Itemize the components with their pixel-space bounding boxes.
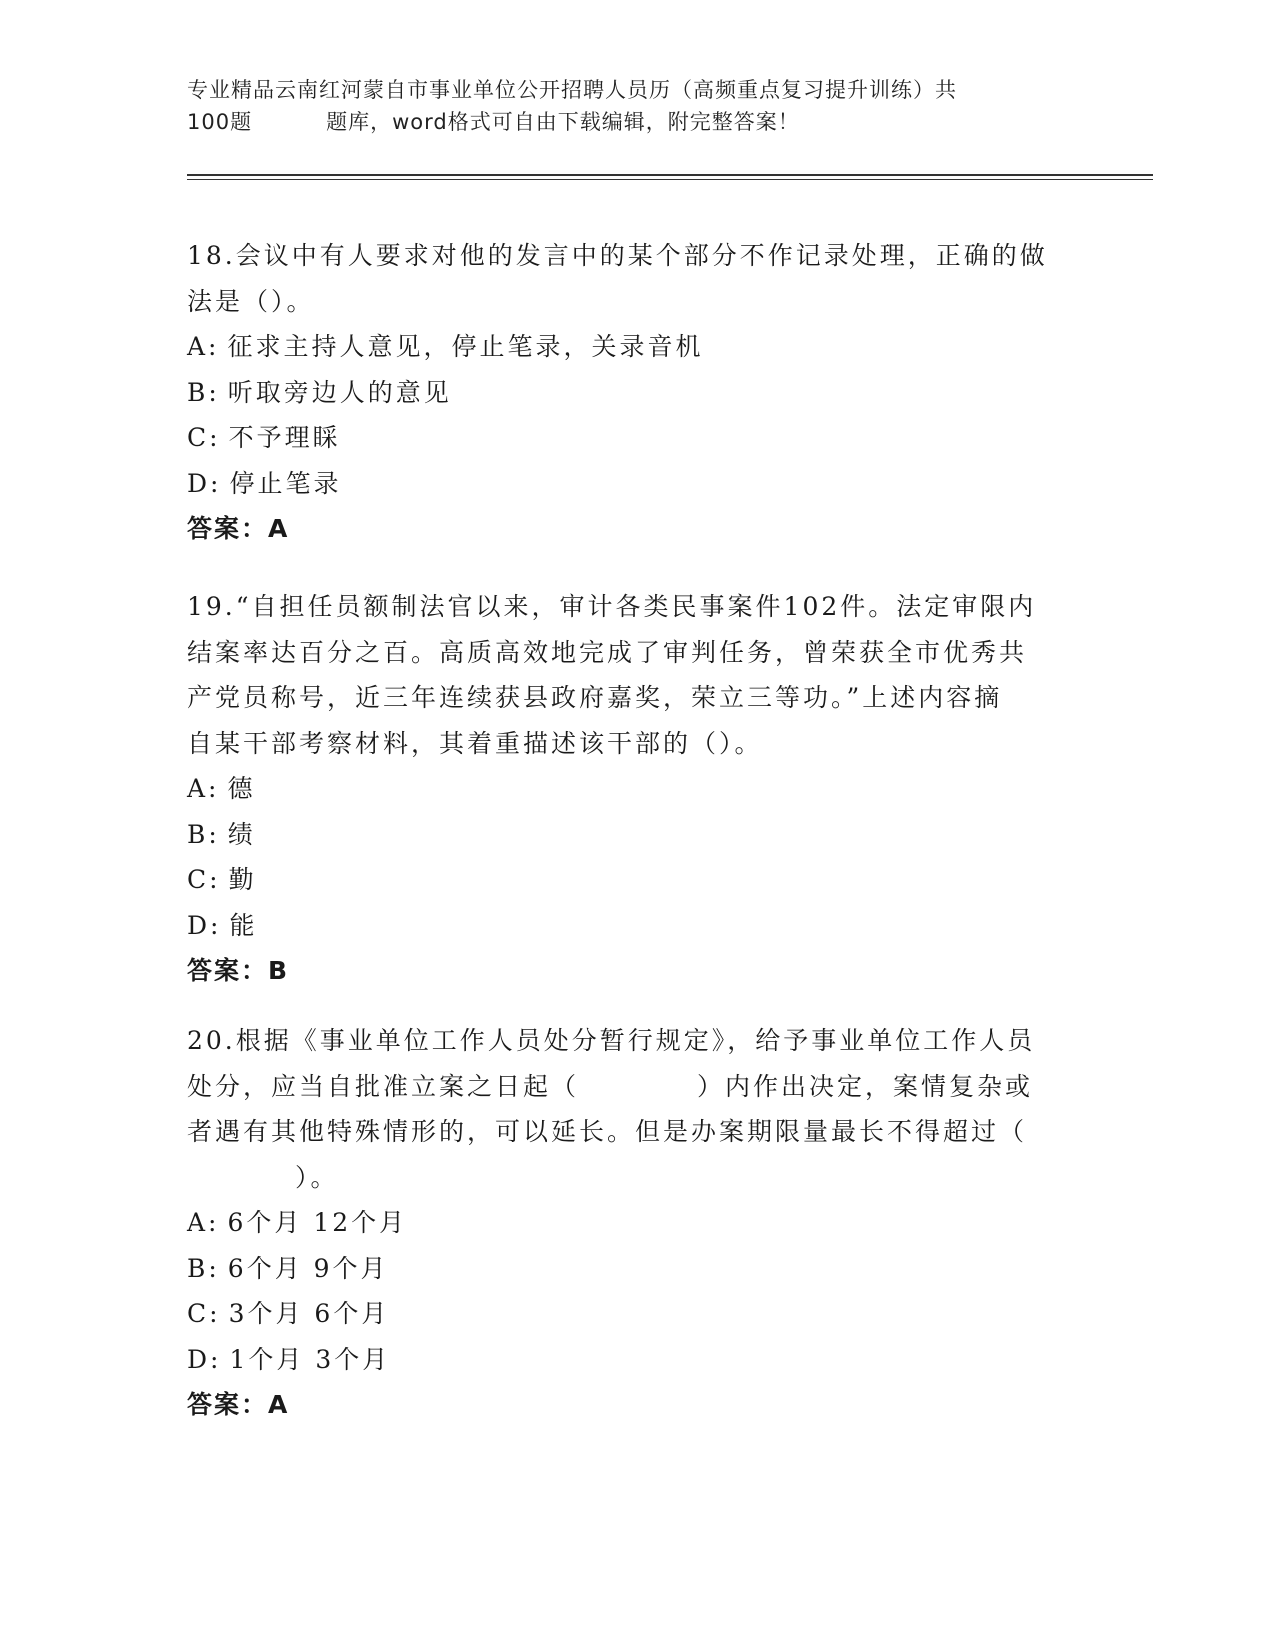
option-b <box>187 1246 1067 1292</box>
option-b <box>187 370 1067 416</box>
question-stem-line: 18.会议中有人要求对他的发言中的某个部分不作记录处理，正确的做 <box>187 241 1048 270</box>
option-text: 6个月 12个月 <box>227 1208 408 1237</box>
question-stem-part: 处分，应当自批准立案之日起（ <box>187 1071 580 1101</box>
header-title-line-1: 专业精品云南红河蒙自市事业单位公开招聘人员历（高频重点复习提升训练）共 <box>187 78 957 102</box>
question-20 <box>187 1018 1067 1428</box>
option-key: B: <box>187 377 220 407</box>
option-key: C: <box>187 423 221 452</box>
option-text: 6个月 9个月 <box>227 1253 389 1283</box>
question-stem-part: ）内作出决定，案情复杂或 <box>697 1071 1034 1101</box>
option-a <box>187 766 1067 812</box>
option-key: A: <box>187 1208 220 1237</box>
option-c <box>187 415 1067 461</box>
option-key: C: <box>187 1299 221 1328</box>
option-d <box>187 903 1067 949</box>
question-19 <box>187 584 1067 994</box>
question-stem-line: 20.根据《事业单位工作人员处分暂行规定》，给予事业单位工作人员 <box>187 1026 1036 1055</box>
option-key: D: <box>187 468 222 498</box>
option-key: A: <box>187 774 220 803</box>
answer: 答案：A <box>187 1390 290 1419</box>
answer: 答案：A <box>187 514 290 543</box>
header-divider <box>187 174 1153 180</box>
option-c <box>187 857 1067 903</box>
option-text: 绩 <box>227 819 256 849</box>
option-key: A: <box>187 332 220 361</box>
question-stem-line: 结案率达百分之百。高质高效地完成了审判任务，曾荣获全市优秀共 <box>187 637 1028 667</box>
header-question-count: 100题 <box>187 110 253 134</box>
question-stem-line: 法是（）。 <box>187 286 315 316</box>
option-a <box>187 1200 1067 1246</box>
option-key: B: <box>187 819 220 849</box>
page-header <box>187 74 1087 138</box>
option-key: C: <box>187 865 221 894</box>
option-key: D: <box>187 1344 222 1374</box>
option-text: 3个月 6个月 <box>228 1299 390 1328</box>
option-a <box>187 324 1067 370</box>
option-text: 不予理睬 <box>228 423 341 452</box>
question-stem-line: 19.“自担任员额制法官以来，审计各类民事案件102件。法定审限内 <box>187 592 1037 621</box>
option-text: 停止笔录 <box>229 468 342 498</box>
option-key: D: <box>187 910 222 940</box>
question-stem-line: 者遇有其他特殊情形的，可以延长。但是办案期限量最长不得超过（ <box>187 1117 1028 1146</box>
option-text: 德 <box>227 774 256 803</box>
option-text: 听取旁边人的意见 <box>227 377 452 407</box>
question-stem-line: 自某干部考察材料，其着重描述该干部的（）。 <box>187 728 763 758</box>
header-title-line-2 <box>187 106 1087 138</box>
option-c <box>187 1291 1067 1337</box>
option-d <box>187 1337 1067 1383</box>
option-text: 勤 <box>228 865 257 894</box>
header-description: 题库，word格式可自由下载编辑，附完整答案！ <box>326 110 800 134</box>
option-text: 能 <box>229 910 258 940</box>
option-d <box>187 461 1067 507</box>
question-stem-line <box>187 1155 1067 1201</box>
question-stem-line: 产党员称号，近三年连续获县政府嘉奖，荣立三等功。”上述内容摘 <box>187 683 1003 712</box>
option-key: B: <box>187 1253 220 1283</box>
option-b <box>187 812 1067 858</box>
question-18 <box>187 233 1067 552</box>
option-text: 征求主持人意见，停止笔录，关录音机 <box>227 332 704 361</box>
question-stem-line <box>187 1064 1067 1110</box>
option-text: 1个月 3个月 <box>229 1344 391 1374</box>
answer: 答案：B <box>187 956 290 985</box>
question-stem-part: ）。 <box>295 1162 339 1192</box>
